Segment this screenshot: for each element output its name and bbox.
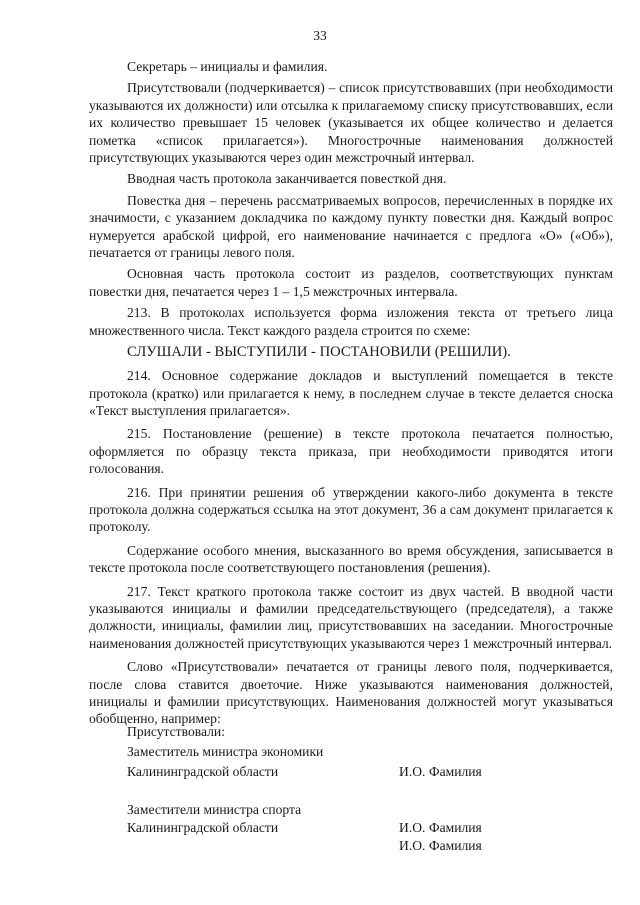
example-position-1-line-1: Заместитель министра экономики	[127, 744, 324, 759]
scheme-heading: СЛУШАЛИ - ВЫСТУПИЛИ - ПОСТАНОВИЛИ (РЕШИЛИ).	[127, 344, 511, 361]
paragraph-214: 214. Основное содержание докладов и выступлений помещается в тексте протокола (кратко) или прилагается к нему, в последнем случае в тексте делается сноска «Текст выступления прилагается».	[89, 368, 613, 418]
example-position-2-line-2: Калининградской области	[127, 820, 279, 835]
document-body	[89, 58, 613, 732]
example-name-2: И.О. Фамилия	[399, 820, 482, 835]
paragraph-213: 213. В протоколах используется форма изложения текста от третьего лица множественного числа. Текст каждого раздела строится по схеме:	[89, 305, 613, 338]
example-position-2-line-1: Заместители министра спорта	[127, 802, 302, 817]
example-label: Присутствовали:	[127, 724, 225, 739]
paragraph-present-word: Слово «Присутствовали» печатается от границы левого поля, подчеркивается, после слова ставится двоеточие. Ниже указываются наименования должностей, инициалы и фамилии присутствующих. Наименования должностей могут указываться обобщенно, например:	[89, 659, 613, 727]
page-number: 33	[313, 28, 327, 43]
paragraph-secretary: Секретарь – инициалы и фамилия.	[127, 59, 328, 74]
example-name-1: И.О. Фамилия	[399, 764, 482, 779]
paragraph-agenda: Повестка дня – перечень рассматриваемых вопросов, перечисленных в порядке их значимости, с указанием докладчика по каждому пункту повестки дня. Каждый вопрос нумеруется арабской цифрой, его наименование начинается с предлога «О» («Об»), печатается от границы левого поля.	[89, 192, 613, 261]
paragraph-main-part: Основная часть протокола состоит из разделов, соответствующих пунктам повестки дня, печатается через 1 – 1,5 межстрочных интервала.	[89, 266, 613, 299]
paragraph-216: 216. При принятии решения об утверждении какого-либо документа в тексте протокола должна содержаться ссылка на этот документ, 36 а сам документ прилагается к протоколу.	[89, 484, 613, 535]
paragraph-attendees: Присутствовали (подчеркивается) – список присутствовавших (при необходимости указываются их должности) или отсылка к прилагаемому списку присутствовавших, если их количество превышает 15 человек (указывается их общее количество и делается пометка «список прилагается»). Многострочные наименования должностей присутствующих указываются через один межстрочный интервал.	[89, 80, 613, 166]
paragraph-intro-end: Вводная часть протокола заканчивается повесткой дня.	[127, 171, 447, 187]
example-name-3: И.О. Фамилия	[399, 838, 482, 853]
paragraph-215: 215. Постановление (решение) в тексте протокола печатается полностью, оформляется по образцу текста приказа, при необходимости приводятся итоги голосования.	[89, 426, 613, 477]
paragraph-217: 217. Текст краткого протокола также состоит из двух частей. В вводной части указываются инициалы и фамилии председательствующего (председателя), а также должности, инициалы, фамилии лиц, присутствовавших на заседании. Многострочные наименования должностей присутствующих указываются через 1 межстрочный интервал.	[89, 583, 613, 651]
example-position-1-line-2: Калининградской области	[127, 764, 279, 779]
paragraph-special-opinion: Содержание особого мнения, высказанного во время обсуждения, записывается в тексте протокола после соответствующего постановления (решения).	[89, 542, 613, 576]
